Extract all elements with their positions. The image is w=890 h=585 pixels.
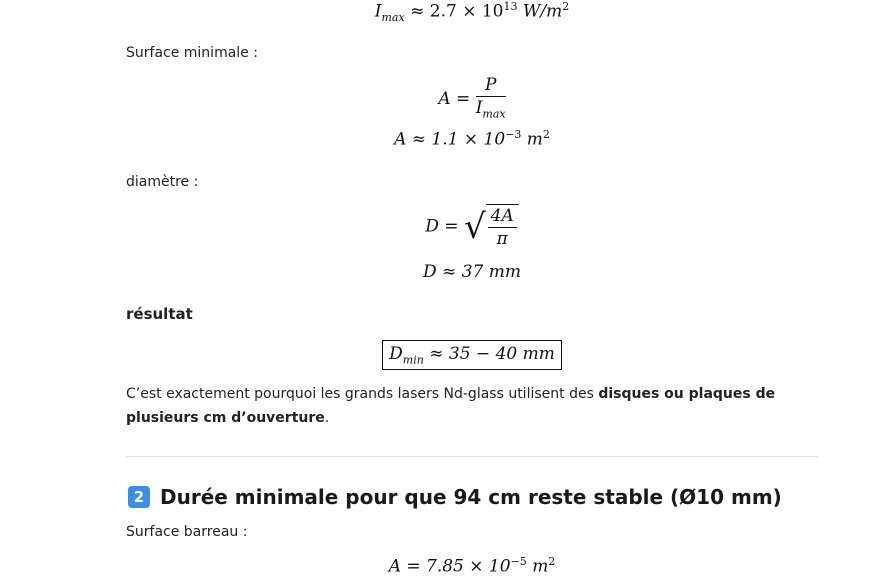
- eq-area-val-unit: m: [526, 129, 543, 150]
- eq-d-val: D ≈ 37 mm: [423, 262, 521, 282]
- radical-sign-icon: √: [463, 207, 486, 247]
- eq-area-bar-text: A = 7.85 × 10: [388, 556, 511, 577]
- fraction-numerator: P: [484, 75, 497, 95]
- section-heading-title: Durée minimale pour que 94 cm reste stable (Ø10 mm): [160, 485, 782, 509]
- eq-area-bar-exp: −5: [510, 555, 527, 568]
- section-heading: [128, 483, 782, 511]
- equation-area-bar: [126, 555, 818, 577]
- eq-area-val-unit-exp: 2: [542, 128, 550, 141]
- eq-area-bar-unit-exp: 2: [548, 555, 556, 568]
- heading-resultat: résultat: [126, 305, 193, 323]
- eq-imax-rel: ≈ 2.7 × 10: [410, 1, 504, 22]
- conclusion-bold: disques ou plaques de plusieurs cm d’ouverture: [126, 386, 776, 426]
- label-surface-minimale: Surface minimale :: [126, 45, 258, 61]
- eq-area-bar-unit: m: [532, 556, 549, 577]
- section-divider: [126, 456, 818, 457]
- label-diametre: diamètre :: [126, 174, 199, 190]
- eq-area-val-exp: −3: [505, 128, 522, 141]
- keycap-number-icon: 2: [128, 486, 150, 508]
- result-box: [382, 340, 562, 370]
- fraction: [476, 74, 506, 125]
- eq-imax-unit-exp: 2: [562, 0, 570, 13]
- eq-imax-exp: 13: [503, 0, 518, 13]
- eq-imax-unit: W/m: [522, 1, 563, 22]
- eq-result-lhs-sub: min: [402, 353, 424, 367]
- label-surface-barreau: Surface barreau :: [126, 524, 248, 540]
- conclusion-post: .: [324, 410, 330, 426]
- equation-area-definition: [126, 74, 818, 125]
- fraction-denominator-sub: max: [482, 107, 506, 121]
- eq-result-lhs: D: [389, 344, 403, 364]
- eq-area-val-text: A ≈ 1.1 × 10: [394, 129, 506, 150]
- sqrt-fraction-denominator: π: [496, 229, 508, 249]
- fraction-denominator: I: [475, 98, 483, 118]
- equation-diameter-definition: [126, 204, 818, 250]
- equation-result: [126, 340, 818, 370]
- equation-area-value: [126, 128, 818, 150]
- equation-imax: [126, 0, 818, 24]
- eq-area-lhs: A =: [438, 89, 471, 110]
- eq-imax-lhs: I: [374, 1, 382, 22]
- conclusion-pre: C’est exactement pourquoi les grands lasers Nd-glass utilisent des: [126, 386, 599, 402]
- eq-d-lhs: D =: [425, 216, 459, 237]
- equation-diameter-value: [126, 262, 818, 282]
- square-root: [464, 204, 519, 250]
- eq-imax-lhs-sub: max: [381, 11, 405, 25]
- conclusion-paragraph: [126, 382, 818, 430]
- sqrt-fraction-numerator: 4A: [490, 206, 514, 226]
- eq-result-rhs: ≈ 35 − 40 mm: [429, 344, 555, 364]
